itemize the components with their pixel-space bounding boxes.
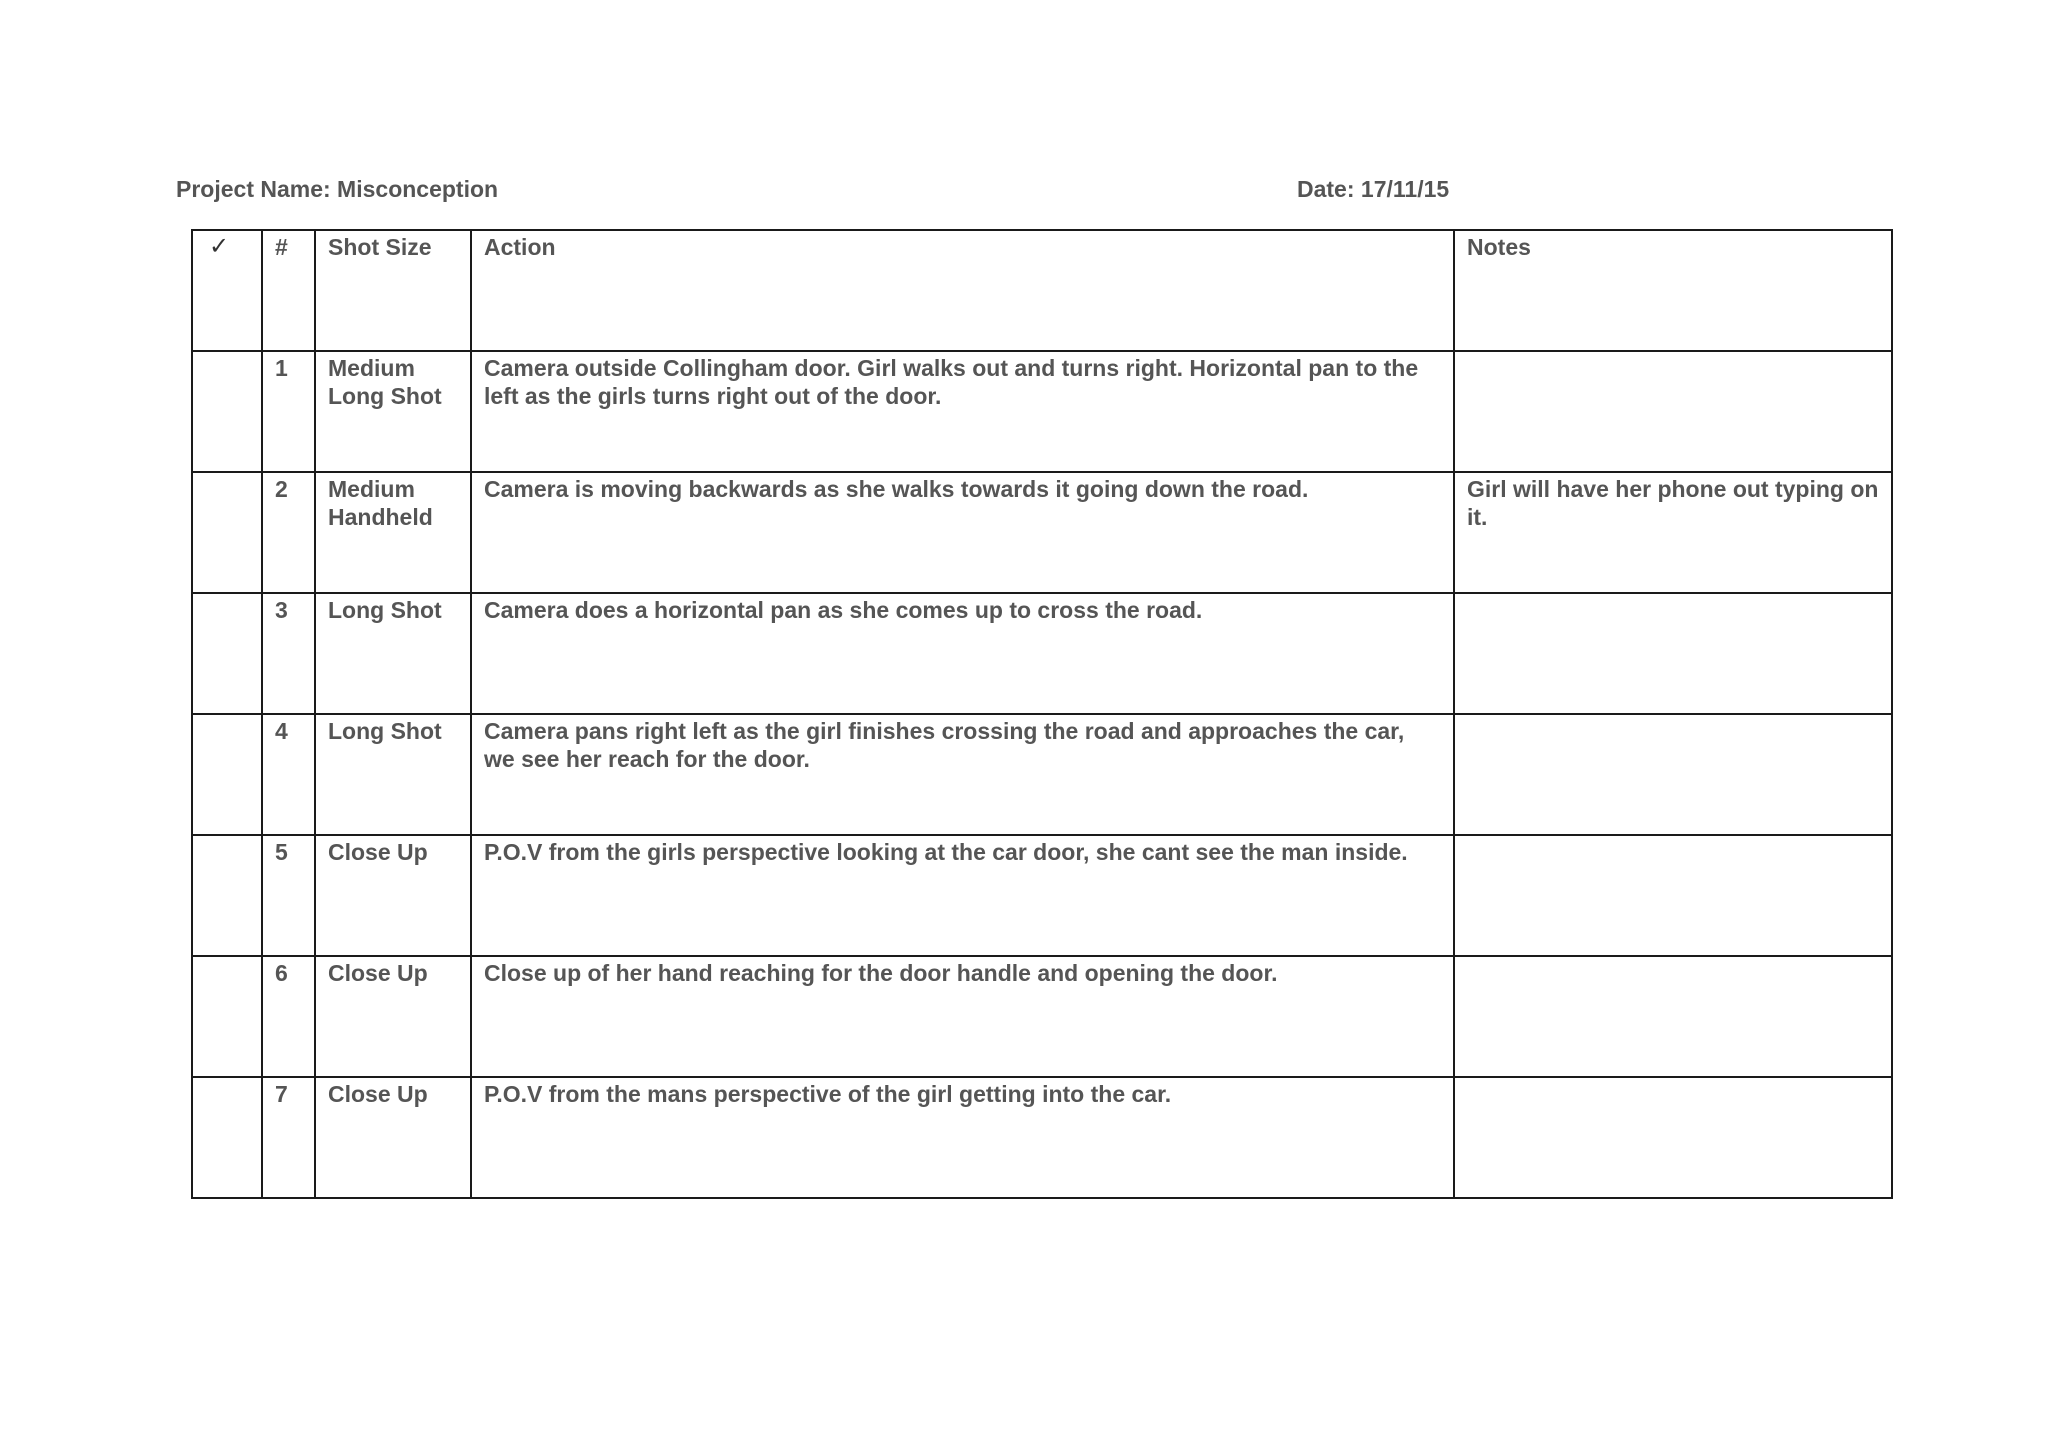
shot-action: Camera does a horizontal pan as she comes up to cross the road. xyxy=(471,593,1454,714)
shot-size: Long Shot xyxy=(315,593,471,714)
shot-number: 7 xyxy=(262,1077,315,1198)
check-cell[interactable] xyxy=(192,1077,262,1198)
check-cell[interactable] xyxy=(192,714,262,835)
check-cell[interactable] xyxy=(192,351,262,472)
table-row xyxy=(192,956,1892,1077)
date-field: Date: 17/11/15 xyxy=(1297,176,1450,202)
number-column-header: # xyxy=(262,230,315,351)
check-cell[interactable] xyxy=(192,835,262,956)
shot-number: 4 xyxy=(262,714,315,835)
shot-action: Close up of her hand reaching for the door handle and opening the door. xyxy=(471,956,1454,1077)
shot-notes xyxy=(1454,1077,1892,1198)
shot-number: 3 xyxy=(262,593,315,714)
table-row xyxy=(192,351,1892,472)
shot-action: Camera outside Collingham door. Girl walks out and turns right. Horizontal pan to the left as the girls turns right out of the door. xyxy=(471,351,1454,472)
shot-size: Close Up xyxy=(315,835,471,956)
shot-size: Long Shot xyxy=(315,714,471,835)
shot-action: P.O.V from the mans perspective of the girl getting into the car. xyxy=(471,1077,1454,1198)
check-cell[interactable] xyxy=(192,593,262,714)
shot-notes xyxy=(1454,956,1892,1077)
shot-action: Camera pans right left as the girl finishes crossing the road and approaches the car, we see her reach for the door. xyxy=(471,714,1454,835)
shot-notes: Girl will have her phone out typing on it. xyxy=(1454,472,1892,593)
shot-number: 1 xyxy=(262,351,315,472)
shot-action: Camera is moving backwards as she walks towards it going down the road. xyxy=(471,472,1454,593)
check-cell[interactable] xyxy=(192,472,262,593)
project-name: Project Name: Misconception xyxy=(176,176,499,202)
shot-size: Close Up xyxy=(315,1077,471,1198)
shot-notes xyxy=(1454,714,1892,835)
table-row xyxy=(192,1077,1892,1198)
table-row xyxy=(192,714,1892,835)
shot-size: Medium Handheld xyxy=(315,472,471,593)
table-row xyxy=(192,593,1892,714)
shot-notes xyxy=(1454,835,1892,956)
shot-size: Close Up xyxy=(315,956,471,1077)
shot-size: Medium Long Shot xyxy=(315,351,471,472)
table-row xyxy=(192,472,1892,593)
shot-number: 5 xyxy=(262,835,315,956)
notes-column-header: Notes xyxy=(1454,230,1892,351)
shot-list-table xyxy=(191,229,1893,1199)
check-column-header xyxy=(192,230,262,351)
shot-notes xyxy=(1454,593,1892,714)
table-header-row xyxy=(192,230,1892,351)
shot-size-column-header: Shot Size xyxy=(315,230,471,351)
action-column-header: Action xyxy=(471,230,1454,351)
checkmark-icon: ✓ xyxy=(209,233,230,260)
shot-number: 6 xyxy=(262,956,315,1077)
check-cell[interactable] xyxy=(192,956,262,1077)
shot-action: P.O.V from the girls perspective looking at the car door, she cant see the man inside. xyxy=(471,835,1454,956)
shot-notes xyxy=(1454,351,1892,472)
table-row xyxy=(192,835,1892,956)
shot-number: 2 xyxy=(262,472,315,593)
